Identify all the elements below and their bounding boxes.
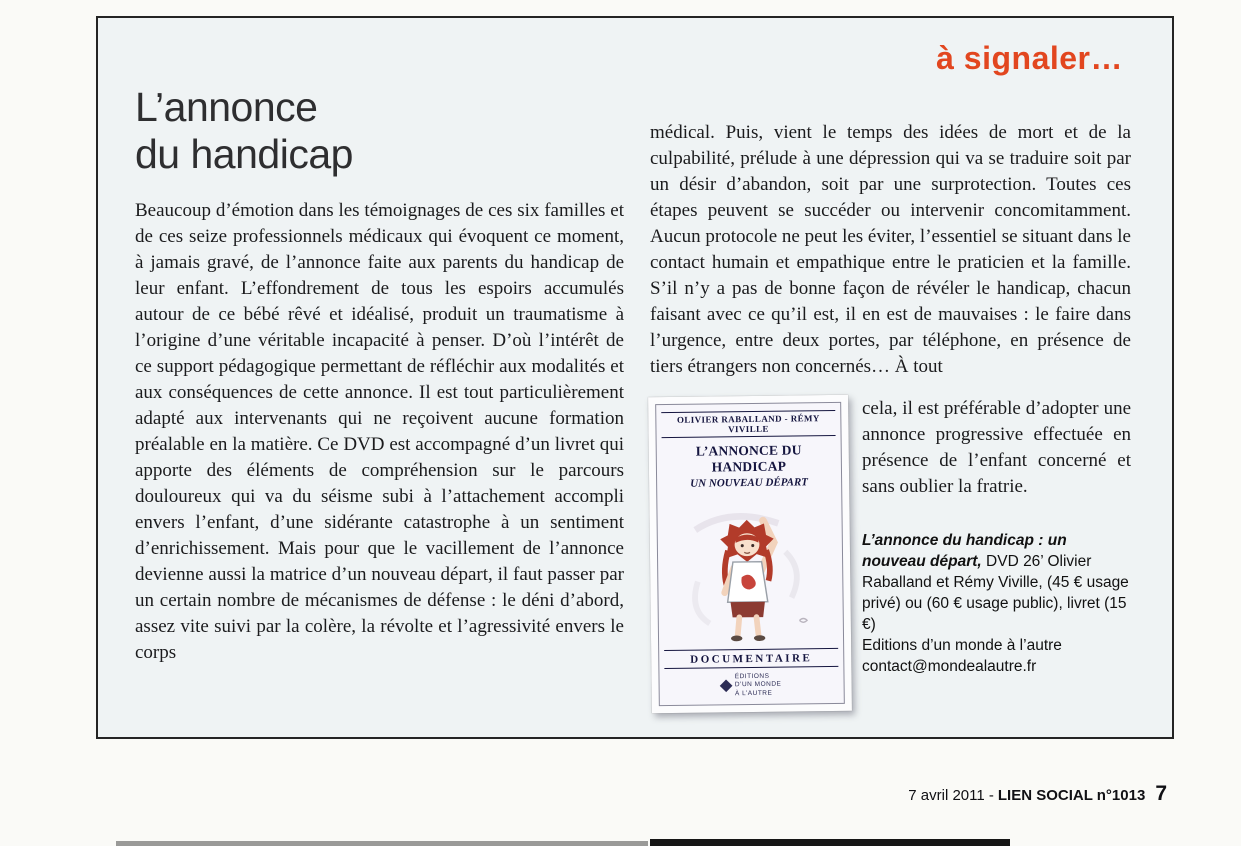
dvd-cover-illustration xyxy=(665,493,835,645)
article-title xyxy=(135,84,353,178)
article-body-right: médical. Puis, vient le temps des idées de mort et de la culpabilité, prélude à une dépression qui va se traduire soit par un désir d’abandon, soit par une surprotection. Toutes ces étapes peuvent se succéder ou intervenir concomitamment. Aucun protocole ne peut les éviter, l’essentiel se situant dans le contact humain et empathique entre le praticien et la famille. S’il n’y a pas de bonne façon de révéler le handicap, chacun faisant avec ce qu’il est, il en est de mauvaises : le faire dans l’urgence, entre deux portes, par téléphone, en présence de tiers étrangers non concernés… À tout xyxy=(650,122,1131,377)
page-footer xyxy=(908,782,1167,806)
scan-artifact-black-bar xyxy=(650,839,1010,846)
caption-publisher: Editions d’un monde à l’autre xyxy=(862,637,1062,654)
footer-date: 7 avril 2011 - xyxy=(908,787,994,804)
article-body-left: Beaucoup d’émotion dans les témoignages de ces six familles et de ces seize professionnels médicaux qui évoquent ce moment, à jamais gravé, de l’annonce faite aux parents du handicap de leur enfant. L’effondrement de tous les espoirs accumulés autour de ce bébé rêvé et idéalisé, produit un traumatisme à l’origine d’une véritable incapacité à penser. D’où l’intérêt de ce support pédagogique permettant de réfléchir aux modalités et aux conséquences de cette annonce. Il est tout particulièrement adapté aux intervenants qui ne reçoivent aucune formation préalable en la matière. Ce DVD est accompagné d’un livret qui apporte des éléments de compréhension sur le parcours douloureux qui va du séisme subi à l’attachement accompli envers l’enfant, d’une sidérante catastrophe à un sentiment d’enrichissement. Mais pour que le vacillement de l’annonce devienne aussi la matrice d’un nouveau départ, il faut passer par un certain nombre de mécanismes de défense : le déni d’abord, assez vite suivi par la colère, la révolte et l’agressivité envers le corps xyxy=(135,200,624,663)
publisher-name: ÉDITIONS D’UN MONDE À L’AUTRE xyxy=(734,672,782,698)
section-label: à signaler… xyxy=(936,40,1123,76)
publisher-diamond-icon xyxy=(720,680,733,693)
dvd-cover-authors: OLIVIER RABALLAND - RÉMY VIVILLE xyxy=(661,410,835,438)
manga-girl-illustration xyxy=(674,494,826,644)
right-column xyxy=(650,120,1131,712)
dvd-cover-inner xyxy=(655,402,845,707)
caption-email: contact@mondealautre.fr xyxy=(862,658,1037,675)
footer-page-number: 7 xyxy=(1155,782,1167,805)
footer-magazine-title: LIEN SOCIAL n°1013 xyxy=(997,787,1146,804)
dvd-cover-documentaire-label: DOCUMENTAIRE xyxy=(664,648,838,669)
cover-and-caption-zone xyxy=(650,396,1131,712)
scan-artifact-grey-bar xyxy=(116,841,648,846)
dvd-cover-title: L’ANNONCE DU HANDICAP xyxy=(695,442,802,475)
dvd-cover-subtitle: UN NOUVEAU DÉPART xyxy=(690,476,809,490)
left-column xyxy=(135,198,624,666)
page-border-frame xyxy=(96,16,1174,739)
caption-details: DVD 26’ Olivier Raballand et Rémy Viville, (45 € usage privé) ou (60 € usage public), livret (15 €) xyxy=(862,553,1129,633)
article-title-line2: du handicap xyxy=(135,131,353,177)
dvd-cover-publisher-logo xyxy=(664,672,838,699)
article-title-line1: L’annonce xyxy=(135,84,318,130)
dvd-cover xyxy=(648,395,852,714)
caption-title: L’annonce du handicap : un nouveau départ, xyxy=(862,532,1067,570)
article-body-wrap: cela, il est préférable d’adopter une annonce progressive effectuée en présence de l’enfant concerné et sans oublier la fratrie. xyxy=(862,398,1131,497)
